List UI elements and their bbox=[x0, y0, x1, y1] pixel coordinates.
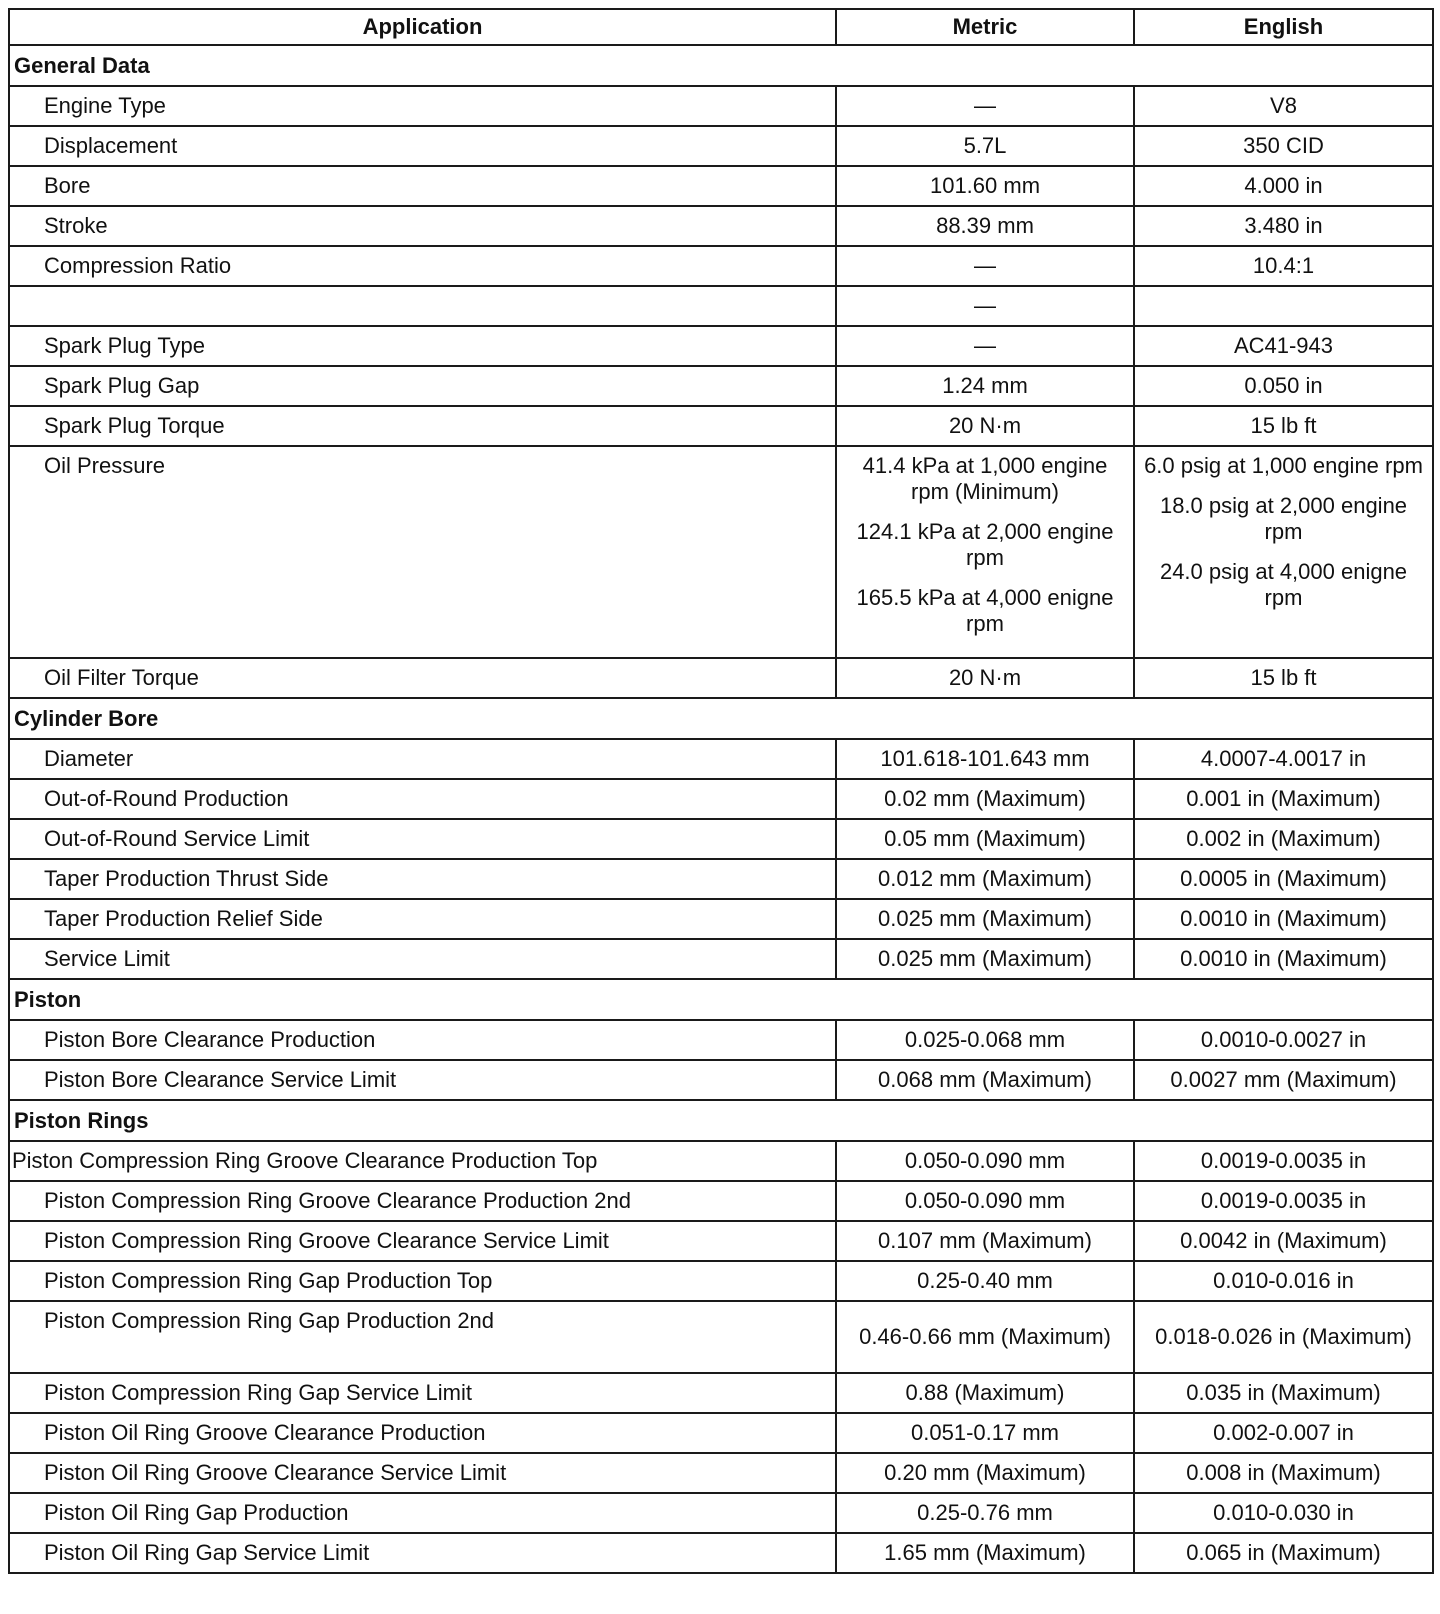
table-row bbox=[9, 899, 1433, 939]
table-row bbox=[9, 286, 1433, 326]
cell-application: Piston Oil Ring Gap Production bbox=[9, 1493, 836, 1533]
cell-application: Piston Compression Ring Gap Production Top bbox=[9, 1261, 836, 1301]
table-row bbox=[9, 166, 1433, 206]
cell-metric: 1.65 mm (Maximum) bbox=[836, 1533, 1134, 1573]
cell-metric: 0.20 mm (Maximum) bbox=[836, 1453, 1134, 1493]
table-row bbox=[9, 1533, 1433, 1573]
cell-application: Spark Plug Torque bbox=[9, 406, 836, 446]
cell-english: 0.010-0.030 in bbox=[1134, 1493, 1433, 1533]
cell-metric: — bbox=[836, 286, 1134, 326]
table-row bbox=[9, 859, 1433, 899]
cell-application: Spark Plug Gap bbox=[9, 366, 836, 406]
cell-english: 0.0010-0.0027 in bbox=[1134, 1020, 1433, 1060]
cell-english: 15 lb ft bbox=[1134, 658, 1433, 698]
cell-application: Oil Filter Torque bbox=[9, 658, 836, 698]
cell-metric: 0.46-0.66 mm (Maximum) bbox=[836, 1301, 1134, 1373]
table-row bbox=[9, 246, 1433, 286]
cell-application: Piston Oil Ring Groove Clearance Service Limit bbox=[9, 1453, 836, 1493]
table-row bbox=[9, 1221, 1433, 1261]
cell-metric: 5.7L bbox=[836, 126, 1134, 166]
cell-metric: 0.050-0.090 mm bbox=[836, 1141, 1134, 1181]
cell-application: Compression Ratio bbox=[9, 246, 836, 286]
cell-english: 3.480 in bbox=[1134, 206, 1433, 246]
cell-application: Taper Production Relief Side bbox=[9, 899, 836, 939]
cell-application: Diameter bbox=[9, 739, 836, 779]
table-row bbox=[9, 206, 1433, 246]
section-title: Piston Rings bbox=[9, 1100, 1433, 1141]
cell-metric: — bbox=[836, 86, 1134, 126]
cell-english: 4.000 in bbox=[1134, 166, 1433, 206]
cell-metric: 0.068 mm (Maximum) bbox=[836, 1060, 1134, 1100]
cell-english: 0.050 in bbox=[1134, 366, 1433, 406]
cell-english: 350 CID bbox=[1134, 126, 1433, 166]
header-metric: Metric bbox=[836, 9, 1134, 45]
cell-metric: 0.88 (Maximum) bbox=[836, 1373, 1134, 1413]
table-row bbox=[9, 1413, 1433, 1453]
table-row bbox=[9, 406, 1433, 446]
cell-english: 0.035 in (Maximum) bbox=[1134, 1373, 1433, 1413]
table-row bbox=[9, 1453, 1433, 1493]
oil-pressure-metric-1000: 41.4 kPa at 1,000 engine rpm (Minimum) bbox=[862, 453, 1108, 504]
cell-metric: — bbox=[836, 246, 1134, 286]
cell-english: 0.002 in (Maximum) bbox=[1134, 819, 1433, 859]
cell-application: Stroke bbox=[9, 206, 836, 246]
cell-application: Piston Oil Ring Gap Service Limit bbox=[9, 1533, 836, 1573]
header-english: English bbox=[1134, 9, 1433, 45]
header-row bbox=[9, 9, 1433, 45]
section-row-piston-rings bbox=[9, 1100, 1433, 1141]
specifications-table bbox=[8, 8, 1434, 1574]
cell-metric: 0.107 mm (Maximum) bbox=[836, 1221, 1134, 1261]
cell-metric: 0.050-0.090 mm bbox=[836, 1181, 1134, 1221]
cell-english: 0.0019-0.0035 in bbox=[1134, 1141, 1433, 1181]
table-row bbox=[9, 126, 1433, 166]
table-row bbox=[9, 779, 1433, 819]
table-row bbox=[9, 1020, 1433, 1060]
cell-metric: 101.60 mm bbox=[836, 166, 1134, 206]
table-row bbox=[9, 1181, 1433, 1221]
cell-application: Taper Production Thrust Side bbox=[9, 859, 836, 899]
section-title: General Data bbox=[9, 45, 1433, 86]
table-row bbox=[9, 739, 1433, 779]
oil-pressure-english-1000: 6.0 psig at 1,000 engine rpm bbox=[1144, 453, 1423, 478]
cell-english bbox=[1134, 446, 1433, 658]
cell-english: 0.0042 in (Maximum) bbox=[1134, 1221, 1433, 1261]
cell-metric: — bbox=[836, 326, 1134, 366]
cell-english: V8 bbox=[1134, 86, 1433, 126]
cell-application: Piston Compression Ring Gap Production 2nd bbox=[9, 1301, 836, 1373]
table-row bbox=[9, 1261, 1433, 1301]
cell-english: 0.0005 in (Maximum) bbox=[1134, 859, 1433, 899]
cell-metric: 0.025 mm (Maximum) bbox=[836, 899, 1134, 939]
cell-application: Engine Type bbox=[9, 86, 836, 126]
oil-pressure-metric-4000: 165.5 kPa at 4,000 enigne rpm bbox=[856, 585, 1114, 636]
cell-english bbox=[1134, 286, 1433, 326]
cell-application bbox=[9, 286, 836, 326]
table-row bbox=[9, 1301, 1433, 1373]
section-row-general-data bbox=[9, 45, 1433, 86]
cell-english: 15 lb ft bbox=[1134, 406, 1433, 446]
table-row bbox=[9, 326, 1433, 366]
cell-application: Piston Compression Ring Groove Clearance Production 2nd bbox=[9, 1181, 836, 1221]
cell-english: 0.008 in (Maximum) bbox=[1134, 1453, 1433, 1493]
section-title: Cylinder Bore bbox=[9, 698, 1433, 739]
cell-english: 0.065 in (Maximum) bbox=[1134, 1533, 1433, 1573]
table-row bbox=[9, 819, 1433, 859]
cell-metric: 0.25-0.76 mm bbox=[836, 1493, 1134, 1533]
oil-pressure-english-4000: 24.0 psig at 4,000 enigne rpm bbox=[1159, 559, 1408, 610]
cell-application: Oil Pressure bbox=[9, 446, 836, 658]
cell-english: 0.001 in (Maximum) bbox=[1134, 779, 1433, 819]
header-application: Application bbox=[9, 9, 836, 45]
cell-english: 0.002-0.007 in bbox=[1134, 1413, 1433, 1453]
cell-application: Piston Compression Ring Groove Clearance Production Top bbox=[9, 1141, 836, 1181]
cell-english: 0.0027 mm (Maximum) bbox=[1134, 1060, 1433, 1100]
cell-metric: 0.025-0.068 mm bbox=[836, 1020, 1134, 1060]
cell-application: Piston Oil Ring Groove Clearance Production bbox=[9, 1413, 836, 1453]
cell-application: Out-of-Round Production bbox=[9, 779, 836, 819]
cell-english: 0.018-0.026 in (Maximum) bbox=[1134, 1301, 1433, 1373]
oil-pressure-metric-2000: 124.1 kPa at 2,000 engine rpm bbox=[856, 519, 1114, 570]
cell-metric: 0.05 mm (Maximum) bbox=[836, 819, 1134, 859]
cell-metric: 88.39 mm bbox=[836, 206, 1134, 246]
cell-metric: 101.618-101.643 mm bbox=[836, 739, 1134, 779]
cell-metric: 0.25-0.40 mm bbox=[836, 1261, 1134, 1301]
cell-english: 0.010-0.016 in bbox=[1134, 1261, 1433, 1301]
cell-application: Displacement bbox=[9, 126, 836, 166]
cell-metric: 0.051-0.17 mm bbox=[836, 1413, 1134, 1453]
table-row bbox=[9, 1373, 1433, 1413]
cell-metric: 1.24 mm bbox=[836, 366, 1134, 406]
cell-metric: 0.025 mm (Maximum) bbox=[836, 939, 1134, 979]
section-row-piston bbox=[9, 979, 1433, 1020]
spec-document bbox=[8, 8, 1432, 1574]
table-row bbox=[9, 1493, 1433, 1533]
cell-english: 0.0019-0.0035 in bbox=[1134, 1181, 1433, 1221]
table-row bbox=[9, 1060, 1433, 1100]
cell-english: 10.4:1 bbox=[1134, 246, 1433, 286]
oil-pressure-english-2000: 18.0 psig at 2,000 engine rpm bbox=[1159, 493, 1408, 544]
cell-application: Spark Plug Type bbox=[9, 326, 836, 366]
cell-english: AC41-943 bbox=[1134, 326, 1433, 366]
table-row bbox=[9, 86, 1433, 126]
section-title: Piston bbox=[9, 979, 1433, 1020]
table-row bbox=[9, 366, 1433, 406]
table-row-oil-pressure bbox=[9, 446, 1433, 658]
cell-application: Service Limit bbox=[9, 939, 836, 979]
cell-english: 4.0007-4.0017 in bbox=[1134, 739, 1433, 779]
cell-english: 0.0010 in (Maximum) bbox=[1134, 899, 1433, 939]
cell-metric: 0.02 mm (Maximum) bbox=[836, 779, 1134, 819]
cell-metric bbox=[836, 446, 1134, 658]
cell-application: Piston Bore Clearance Service Limit bbox=[9, 1060, 836, 1100]
cell-metric: 20 N·m bbox=[836, 406, 1134, 446]
cell-english: 0.0010 in (Maximum) bbox=[1134, 939, 1433, 979]
cell-application: Piston Compression Ring Gap Service Limit bbox=[9, 1373, 836, 1413]
cell-application: Out-of-Round Service Limit bbox=[9, 819, 836, 859]
cell-application: Piston Compression Ring Groove Clearance Service Limit bbox=[9, 1221, 836, 1261]
table-row bbox=[9, 1141, 1433, 1181]
cell-application: Piston Bore Clearance Production bbox=[9, 1020, 836, 1060]
section-row-cylinder-bore bbox=[9, 698, 1433, 739]
table-row bbox=[9, 658, 1433, 698]
cell-metric: 0.012 mm (Maximum) bbox=[836, 859, 1134, 899]
table-row bbox=[9, 939, 1433, 979]
cell-application: Bore bbox=[9, 166, 836, 206]
cell-metric: 20 N·m bbox=[836, 658, 1134, 698]
